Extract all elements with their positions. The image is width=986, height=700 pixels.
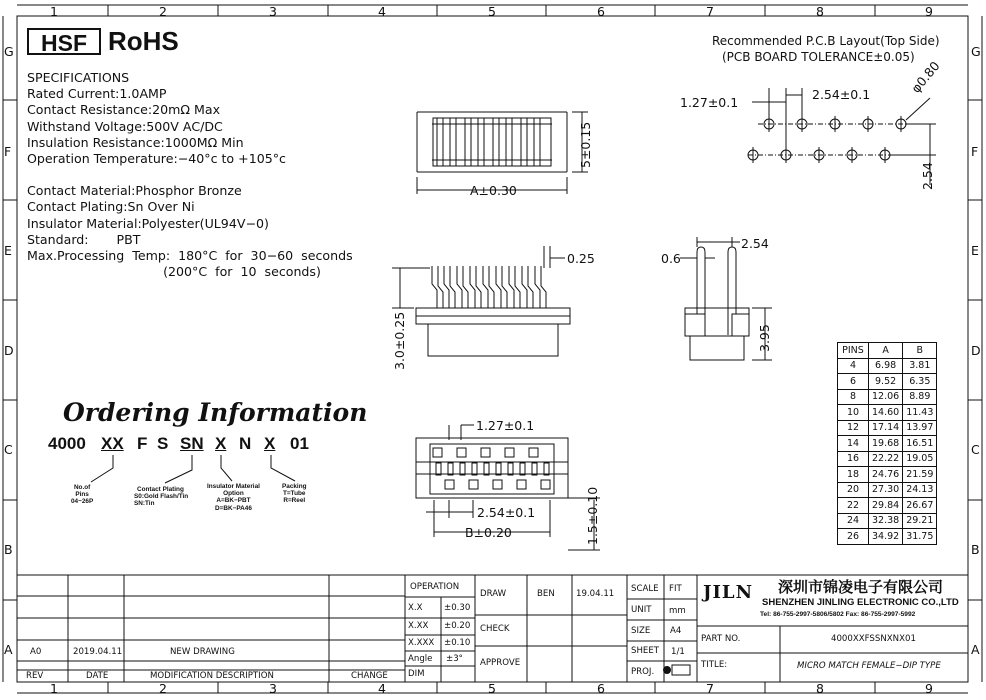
col-label-6-bottom: 6 — [597, 681, 605, 696]
dim-side-height: 3.0±0.25 — [392, 311, 407, 370]
table-row — [838, 451, 937, 467]
tb-change-header: CHANGE — [351, 671, 388, 681]
table-header-row — [838, 343, 937, 359]
note-line: T=Tube — [283, 490, 306, 498]
note-packing — [282, 483, 307, 505]
code-series: 4000 — [48, 434, 86, 453]
table-cell: 26.67 — [903, 498, 937, 514]
tb-tol-value: ±0.30 — [444, 603, 471, 613]
table-cell: 24.13 — [903, 482, 937, 498]
table-cell: 6.98 — [869, 358, 903, 374]
table-cell: 12.06 — [869, 389, 903, 405]
tb-tol-value: ±0.10 — [444, 638, 471, 648]
table-cell: 14.60 — [869, 405, 903, 421]
code-s: S — [157, 434, 169, 453]
note-line: A=BK−PBT — [216, 497, 251, 505]
col-label-4-bottom: 4 — [378, 681, 386, 696]
spec-line: Contact Plating:Sn Over Ni — [27, 199, 195, 215]
table-cell: 11.43 — [903, 405, 937, 421]
tb-tol-label: X.XXX — [408, 638, 435, 648]
row-label-d-right: D — [971, 343, 981, 358]
table-row — [838, 405, 937, 421]
note-plating — [134, 486, 188, 508]
col-label-3-bottom: 3 — [269, 681, 277, 696]
table-cell: 26 — [838, 529, 869, 545]
table-cell: 16 — [838, 451, 869, 467]
table-row — [838, 420, 937, 436]
table-cell: 4 — [838, 358, 869, 374]
tb-tol-value: ±0.20 — [444, 621, 471, 631]
spec-line: SPECIFICATIONS — [27, 70, 130, 85]
tb-title-label: TITLE: — [701, 660, 728, 670]
code-insulator: X — [215, 434, 227, 453]
row-label-c-right: C — [971, 442, 980, 457]
tb-unit-value: mm — [669, 606, 686, 616]
table-cell: 13.97 — [903, 420, 937, 436]
table-cell: 19.68 — [869, 436, 903, 452]
note-line: Option — [223, 490, 244, 498]
code-f: F — [137, 434, 148, 453]
note-line: Contact Plating — [137, 486, 184, 493]
tb-date-header: DATE — [86, 671, 109, 681]
tb-title: MICRO MATCH FEMALE−DIP TYPE — [797, 661, 941, 671]
tb-rev-header: REV — [26, 671, 44, 681]
rohs-logo: RoHS — [108, 26, 179, 56]
row-label-c: C — [4, 442, 13, 457]
tb-part-label: PART NO. — [701, 634, 741, 644]
col-label-8: 8 — [816, 4, 824, 19]
company-name-en: SHENZHEN JINLING ELECTRONIC CO.,LTD — [762, 597, 959, 608]
row-label-a: A — [4, 642, 13, 657]
pcb-tolerance: (PCB BOARD TOLERANCE±0.05) — [722, 50, 915, 64]
table-row — [838, 467, 937, 483]
tb-tol-label: X.X — [408, 603, 423, 613]
row-label-f-right: F — [971, 144, 979, 159]
col-label-2-bottom: 2 — [159, 681, 167, 696]
table-cell: 17.14 — [869, 420, 903, 436]
tb-mod-header: MODIFICATION DESCRIPTION — [150, 671, 274, 681]
tb-tol-value: ±3° — [446, 654, 463, 664]
table-row — [838, 529, 937, 545]
tb-sheet: SHEET — [631, 646, 660, 656]
pcb-dim-127: 1.27±0.1 — [680, 95, 739, 110]
tb-drawer: BEN — [537, 589, 555, 599]
company-name-cn: 深圳市锦凌电子有限公司 — [778, 578, 944, 596]
table-row — [838, 513, 937, 529]
note-line: S0:Gold Flash/Tin — [134, 493, 189, 501]
tb-date-value: 2019.04.11 — [73, 647, 123, 657]
tb-tol-label: X.XX — [408, 621, 429, 631]
pcb-dim-hole: φ0.80 — [908, 58, 943, 96]
pcb-dim-254: 2.54±0.1 — [812, 87, 871, 102]
tb-check: CHECK — [480, 624, 510, 634]
spec-line: (200°C for 10 seconds) — [27, 264, 321, 280]
tb-draw-date: 19.04.11 — [576, 589, 615, 599]
table-row — [838, 498, 937, 514]
table-cell: 32.38 — [869, 513, 903, 529]
row-label-g-right: G — [971, 44, 981, 59]
note-line: Packing — [282, 483, 307, 490]
dim-pin-thickness: 0.25 — [567, 251, 595, 266]
tb-scale-value: FIT — [669, 584, 682, 594]
table-cell: 24.76 — [869, 467, 903, 483]
table-row — [838, 436, 937, 452]
row-label-e-right: E — [971, 243, 979, 258]
company-contact: Tel: 86-755-2997-5806/5802 Fax: 86-755-2997-5992 — [760, 611, 916, 618]
code-pins: XX — [101, 434, 124, 453]
col-label-1: 1 — [50, 4, 58, 19]
spec-line: Standard: PBT — [27, 231, 141, 247]
note-line: 04~26P — [71, 498, 94, 506]
table-cell: 24 — [838, 513, 869, 529]
dim-a: A±0.30 — [470, 183, 517, 198]
table-cell: 20 — [838, 482, 869, 498]
note-line: Pins — [75, 491, 89, 499]
col-label-4: 4 — [378, 4, 386, 19]
table-row — [838, 482, 937, 498]
spec-line: Contact Resistance:20mΩ Max — [27, 102, 221, 118]
table-cell: 16.51 — [903, 436, 937, 452]
col-label-3: 3 — [269, 4, 277, 19]
col-label-2: 2 — [159, 4, 167, 19]
note-line: SN:Tin — [134, 500, 155, 508]
ordering-title: Ordering Information — [63, 398, 368, 427]
tb-mod-value: NEW DRAWING — [170, 647, 235, 657]
code-packing: X — [264, 434, 276, 453]
table-cell: 14 — [838, 436, 869, 452]
row-label-a-right: A — [971, 642, 980, 657]
tb-dim: DIM — [408, 669, 425, 679]
dim-end-pitch: 2.54 — [741, 236, 769, 251]
spec-line: Insulation Resistance:1000MΩ Min — [27, 134, 244, 150]
table-cell: 3.81 — [903, 358, 937, 374]
row-label-e: E — [4, 243, 12, 258]
table-cell: 18 — [838, 467, 869, 483]
dim-bottom-height: 1.5±0.10 — [585, 486, 600, 545]
note-line: Insulator Material — [207, 483, 260, 490]
table-cell: 8 — [838, 389, 869, 405]
code-suffix: 01 — [290, 434, 309, 453]
table-row — [838, 374, 937, 390]
spec-line: Max.Processing Temp: 180°C for 30−60 seconds — [27, 248, 353, 264]
tb-tol-label: Angle — [408, 654, 433, 664]
table-cell: 22.22 — [869, 451, 903, 467]
table-cell: 9.52 — [869, 374, 903, 390]
col-label-1-bottom: 1 — [50, 681, 58, 696]
tb-part-number: 4000XXFSSNXNX01 — [831, 634, 916, 644]
col-label-8-bottom: 8 — [816, 681, 824, 696]
table-cell: 34.92 — [869, 529, 903, 545]
dim-height-top: 5±0.15 — [578, 121, 593, 168]
table-cell: 31.75 — [903, 529, 937, 545]
spec-line: Rated Current:1.0AMP — [27, 86, 167, 102]
note-pins — [71, 484, 93, 506]
row-label-b-right: B — [971, 542, 980, 557]
dim-bottom-pitch2: 2.54±0.1 — [477, 505, 536, 520]
table-row — [838, 389, 937, 405]
table-header: PINS — [838, 343, 869, 359]
spec-line: Operation Temperature:−40°c to +105°c — [27, 151, 286, 167]
table-cell: 29.21 — [903, 513, 937, 529]
col-label-5-bottom: 5 — [488, 681, 496, 696]
table-cell: 12 — [838, 420, 869, 436]
col-label-9: 9 — [925, 4, 933, 19]
pcb-dim-row: 2.54 — [920, 162, 935, 190]
table-cell: 6.35 — [903, 374, 937, 390]
spec-line: Contact Material:Phosphor Bronze — [27, 183, 242, 199]
tb-rev-value: A0 — [30, 647, 42, 657]
tb-operation: OPERATION — [410, 582, 460, 592]
code-plating: SN — [180, 434, 204, 453]
company-logo: JILN — [703, 582, 754, 603]
dim-end-width: 0.6 — [661, 251, 681, 266]
tb-draw: DRAW — [480, 589, 507, 599]
row-label-d: D — [4, 343, 14, 358]
note-line: No.of — [73, 484, 91, 491]
table-cell: 22 — [838, 498, 869, 514]
spec-line: Withstand Voltage:500V AC/DC — [27, 118, 223, 134]
tb-size: SIZE — [631, 626, 651, 636]
col-label-5: 5 — [488, 4, 496, 19]
table-cell: 10 — [838, 405, 869, 421]
pcb-title: Recommended P.C.B Layout(Top Side) — [712, 34, 940, 48]
dim-b: B±0.20 — [465, 525, 512, 540]
dim-bottom-pitch: 1.27±0.1 — [476, 418, 535, 433]
table-cell: 19.05 — [903, 451, 937, 467]
tb-sheet-value: 1/1 — [671, 647, 685, 657]
tb-scale: SCALE — [631, 584, 659, 594]
col-label-7: 7 — [706, 4, 714, 19]
table-cell: 21.59 — [903, 467, 937, 483]
table-cell: 6 — [838, 374, 869, 390]
table-header: B — [903, 343, 937, 359]
table-cell: 8.89 — [903, 389, 937, 405]
dim-end-height: 3.95 — [757, 324, 772, 352]
tb-approve: APPROVE — [480, 658, 521, 668]
note-line: R=Reel — [283, 497, 306, 505]
spec-line: Insulator Material:Polyester(UL94V−0) — [27, 215, 269, 231]
table-header: A — [869, 343, 903, 359]
col-label-9-bottom: 9 — [925, 681, 933, 696]
table-cell: 27.30 — [869, 482, 903, 498]
col-label-6: 6 — [597, 4, 605, 19]
col-label-7-bottom: 7 — [706, 681, 714, 696]
note-line: D=BK−PA46 — [215, 504, 252, 512]
row-label-f: F — [4, 144, 12, 159]
tb-size-value: A4 — [670, 626, 682, 636]
table-cell: 29.84 — [869, 498, 903, 514]
tb-unit: UNIT — [631, 605, 652, 615]
table-row — [838, 358, 937, 374]
row-label-g: G — [4, 44, 14, 59]
pins-table — [837, 342, 937, 545]
code-n: N — [239, 434, 252, 453]
hsf-logo: HSF — [27, 28, 101, 55]
note-insulator — [207, 483, 260, 512]
tb-proj: PROJ. — [631, 667, 655, 677]
row-label-b: B — [4, 542, 13, 557]
